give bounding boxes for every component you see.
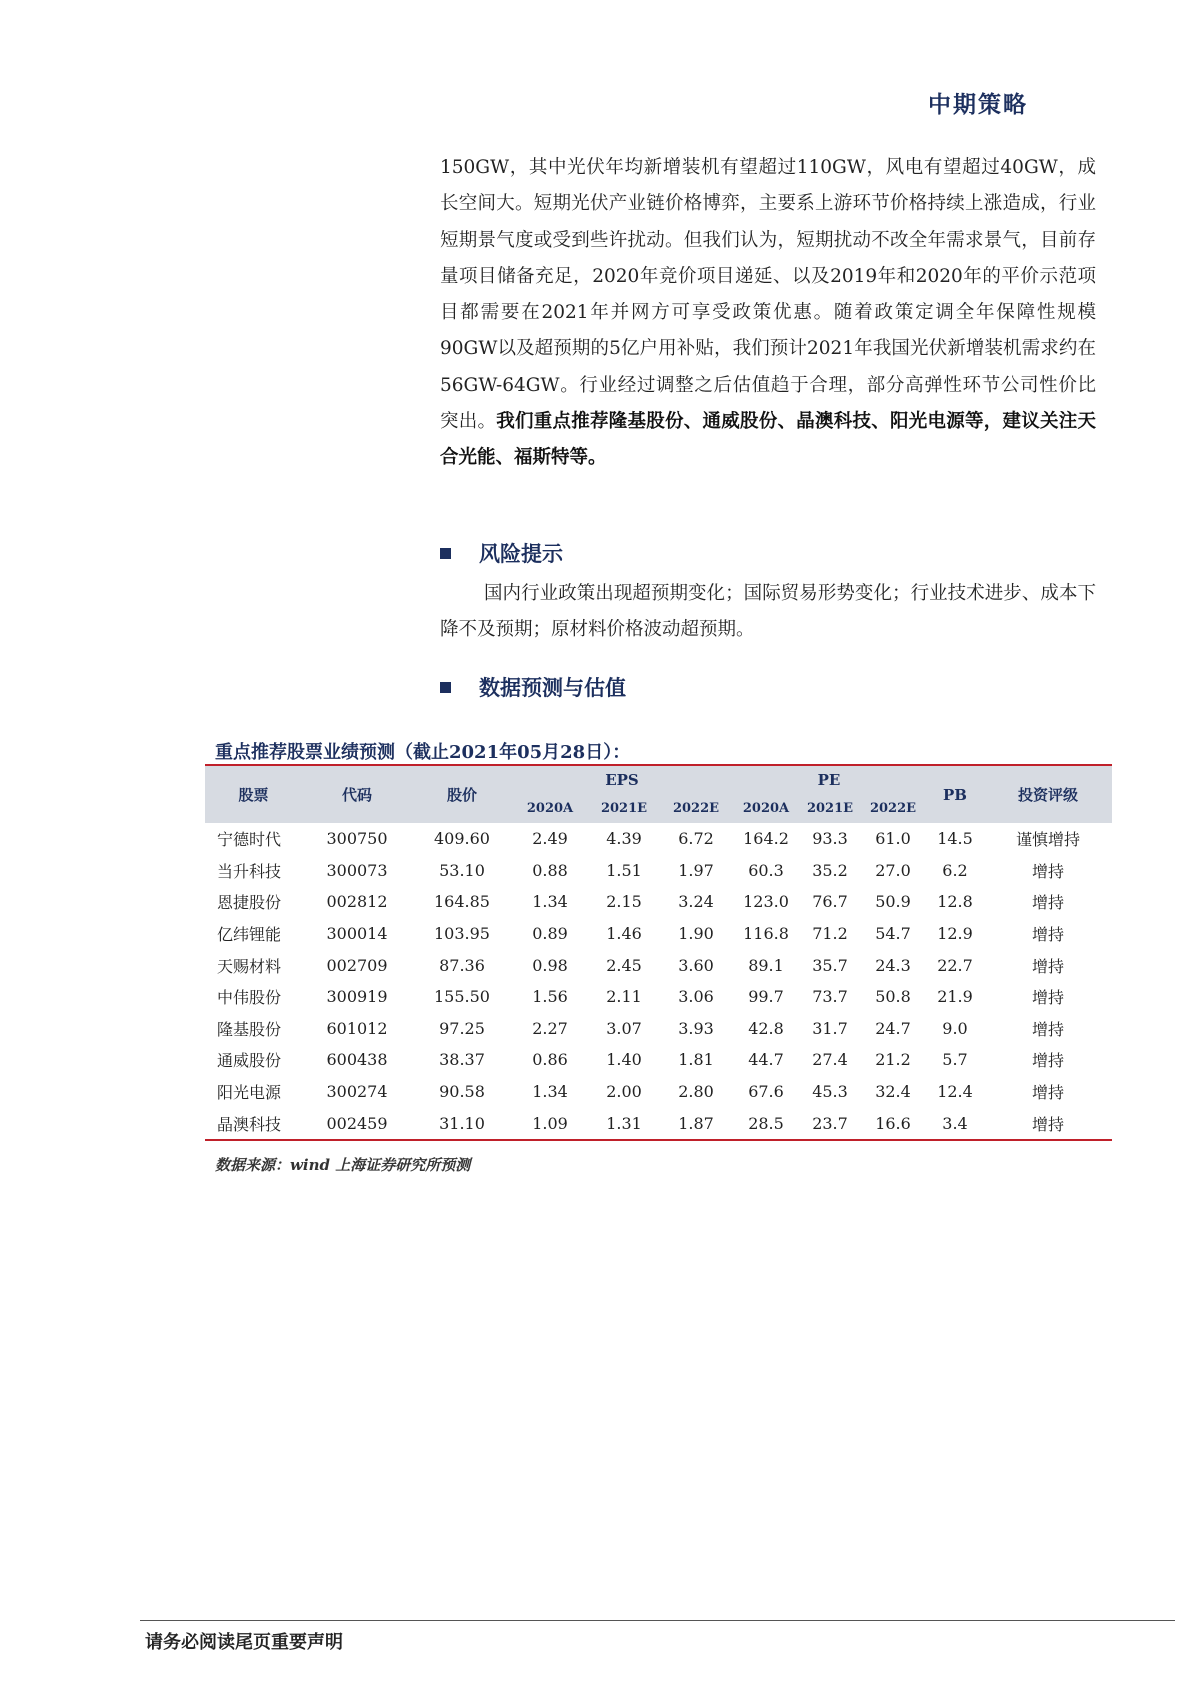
table-row bbox=[205, 1076, 1112, 1108]
footer-divider bbox=[140, 1620, 1175, 1621]
paragraph-recommendation: 我们重点推荐隆基股份、通威股份、晶澳科技、阳光电源等，建议关注天合光能、福斯特等。 bbox=[440, 411, 1096, 469]
cell-code: 600438 bbox=[326, 1050, 388, 1070]
cell-eps-2021e: 1.31 bbox=[588, 1107, 660, 1140]
table-title: 重点推荐股票业绩预测（截止2021年05月28日）： bbox=[215, 742, 631, 763]
header-eps-2021e: 2021E bbox=[588, 793, 660, 823]
cell-eps-2020a: 0.89 bbox=[532, 924, 568, 944]
header-eps: EPS bbox=[512, 765, 732, 793]
square-bullet-icon bbox=[440, 682, 451, 693]
header-rating: 投资评级 bbox=[984, 765, 1112, 823]
cell-eps-2020a: 1.56 bbox=[532, 987, 568, 1007]
table-row bbox=[205, 886, 1112, 918]
cell-code: 300073 bbox=[326, 860, 388, 880]
cell-eps-2021e: 2.11 bbox=[606, 987, 642, 1007]
cell-pe-2020a: 164.2 bbox=[743, 829, 789, 849]
footer-disclaimer: 请务必阅读尾页重要声明 bbox=[145, 1632, 343, 1653]
cell-eps-2021e: 2.45 bbox=[606, 955, 642, 975]
cell-rating: 增持 bbox=[1031, 988, 1064, 1008]
cell-code: 300750 bbox=[326, 829, 388, 849]
cell-eps-2020a: 0.98 bbox=[532, 955, 568, 975]
table-row bbox=[205, 855, 1112, 887]
cell-eps-2022e: 1.90 bbox=[678, 924, 714, 944]
cell-pe-2021e: 76.7 bbox=[812, 892, 848, 912]
cell-rating: 增持 bbox=[1031, 893, 1064, 913]
cell-pe-2020a: 44.7 bbox=[748, 1050, 784, 1070]
cell-eps-2021e: 1.51 bbox=[606, 860, 642, 880]
cell-eps-2022e: 3.60 bbox=[678, 955, 714, 975]
cell-pb: 14.5 bbox=[937, 829, 973, 849]
header-pe-2020a: 2020A bbox=[732, 793, 800, 823]
cell-pb: 6.2 bbox=[942, 860, 968, 880]
cell-eps-2020a: 0.88 bbox=[532, 860, 568, 880]
cell-eps-2020a: 1.09 bbox=[512, 1107, 588, 1140]
cell-pb: 5.7 bbox=[942, 1050, 968, 1070]
cell-pb: 9.0 bbox=[942, 1018, 968, 1038]
table-row bbox=[205, 1013, 1112, 1045]
cell-pe-2020a: 28.5 bbox=[732, 1107, 800, 1140]
header-stock: 股票 bbox=[205, 765, 302, 823]
cell-pe-2022e: 32.4 bbox=[875, 1082, 911, 1102]
cell-pb: 12.9 bbox=[937, 924, 973, 944]
cell-rating: 增持 bbox=[1031, 1051, 1064, 1071]
cell-price: 38.37 bbox=[439, 1050, 485, 1070]
cell-pe-2020a: 89.1 bbox=[748, 955, 784, 975]
cell-pe-2022e: 54.7 bbox=[875, 924, 911, 944]
cell-price: 87.36 bbox=[439, 955, 485, 975]
cell-eps-2022e: 2.80 bbox=[678, 1082, 714, 1102]
cell-pe-2021e: 35.2 bbox=[812, 860, 848, 880]
cell-eps-2020a: 2.27 bbox=[532, 1018, 568, 1038]
cell-eps-2022e: 6.72 bbox=[678, 829, 714, 849]
table-row bbox=[205, 1107, 1112, 1140]
header-title: 中期策略 bbox=[928, 91, 1028, 118]
cell-price: 97.25 bbox=[439, 1018, 485, 1038]
cell-code: 601012 bbox=[326, 1018, 388, 1038]
cell-price: 409.60 bbox=[434, 829, 490, 849]
header-pe: PE bbox=[732, 765, 926, 793]
cell-pe-2022e: 24.3 bbox=[875, 955, 911, 975]
cell-pe-2020a: 99.7 bbox=[748, 987, 784, 1007]
cell-pe-2021e: 31.7 bbox=[812, 1018, 848, 1038]
cell-pe-2022e: 50.9 bbox=[875, 892, 911, 912]
cell-price: 155.50 bbox=[434, 987, 490, 1007]
stock-forecast-table bbox=[205, 764, 1112, 1141]
cell-name: 隆基股份 bbox=[217, 1019, 282, 1039]
cell-pe-2022e: 24.7 bbox=[875, 1018, 911, 1038]
cell-code: 002812 bbox=[326, 892, 388, 912]
cell-code: 300919 bbox=[326, 987, 388, 1007]
cell-pe-2022e: 27.0 bbox=[875, 860, 911, 880]
cell-code: 002459 bbox=[302, 1107, 412, 1140]
forecast-heading-text: 数据预测与估值 bbox=[479, 675, 626, 700]
risk-heading-text: 风险提示 bbox=[479, 541, 563, 566]
cell-eps-2021e: 2.15 bbox=[606, 892, 642, 912]
header-pe-2022e: 2022E bbox=[860, 793, 926, 823]
cell-pe-2020a: 67.6 bbox=[748, 1082, 784, 1102]
cell-eps-2022e: 1.87 bbox=[660, 1107, 732, 1140]
cell-code: 300274 bbox=[326, 1082, 388, 1102]
cell-eps-2020a: 2.49 bbox=[532, 829, 568, 849]
risk-heading bbox=[440, 538, 563, 568]
cell-pe-2020a: 116.8 bbox=[743, 924, 789, 944]
square-bullet-icon bbox=[440, 548, 451, 559]
cell-eps-2021e: 1.40 bbox=[606, 1050, 642, 1070]
cell-pe-2021e: 27.4 bbox=[812, 1050, 848, 1070]
cell-name: 中伟股份 bbox=[217, 988, 282, 1008]
cell-rating: 增持 bbox=[1031, 956, 1064, 976]
forecast-heading bbox=[440, 672, 626, 702]
header-pb: PB bbox=[926, 765, 984, 823]
cell-name: 恩捷股份 bbox=[217, 893, 282, 913]
cell-name: 阳光电源 bbox=[217, 1083, 282, 1103]
cell-pe-2022e: 16.6 bbox=[860, 1107, 926, 1140]
table-row bbox=[205, 1044, 1112, 1076]
cell-eps-2021e: 4.39 bbox=[606, 829, 642, 849]
cell-name: 宁德时代 bbox=[217, 830, 282, 850]
cell-code: 002709 bbox=[326, 955, 388, 975]
header-code: 代码 bbox=[302, 765, 412, 823]
cell-rating: 增持 bbox=[1031, 925, 1064, 945]
cell-price: 90.58 bbox=[439, 1082, 485, 1102]
risk-text: 国内行业政策出现超预期变化；国际贸易形势变化；行业技术进步、成本下降不及预期；原材料价格波动超预期。 bbox=[440, 583, 1096, 640]
cell-name: 亿纬锂能 bbox=[217, 925, 282, 945]
table-row bbox=[205, 918, 1112, 950]
header-eps-2022e: 2022E bbox=[660, 793, 732, 823]
header-pe-2021e: 2021E bbox=[800, 793, 860, 823]
cell-eps-2020a: 1.34 bbox=[532, 1082, 568, 1102]
cell-eps-2022e: 3.06 bbox=[678, 987, 714, 1007]
table-row bbox=[205, 981, 1112, 1013]
cell-pb: 12.8 bbox=[937, 892, 973, 912]
table-row bbox=[205, 823, 1112, 855]
cell-eps-2021e: 2.00 bbox=[606, 1082, 642, 1102]
cell-price: 103.95 bbox=[434, 924, 490, 944]
cell-rating: 增持 bbox=[1031, 1019, 1064, 1039]
body-paragraph bbox=[440, 150, 1096, 477]
cell-name: 通威股份 bbox=[217, 1051, 282, 1071]
cell-name: 晶澳科技 bbox=[205, 1107, 302, 1140]
cell-pe-2020a: 60.3 bbox=[748, 860, 784, 880]
cell-price: 53.10 bbox=[439, 860, 485, 880]
cell-rating: 增持 bbox=[1031, 861, 1064, 881]
cell-pe-2021e: 23.7 bbox=[800, 1107, 860, 1140]
cell-pe-2020a: 123.0 bbox=[743, 892, 789, 912]
table-body bbox=[205, 823, 1112, 1140]
cell-eps-2022e: 1.97 bbox=[678, 860, 714, 880]
table-row bbox=[205, 949, 1112, 981]
cell-pb: 3.4 bbox=[926, 1107, 984, 1140]
cell-pe-2021e: 71.2 bbox=[812, 924, 848, 944]
cell-eps-2021e: 3.07 bbox=[606, 1018, 642, 1038]
cell-name: 当升科技 bbox=[217, 861, 282, 881]
cell-pe-2021e: 45.3 bbox=[812, 1082, 848, 1102]
cell-eps-2022e: 3.24 bbox=[678, 892, 714, 912]
cell-pb: 12.4 bbox=[937, 1082, 973, 1102]
cell-eps-2020a: 1.34 bbox=[532, 892, 568, 912]
cell-pe-2021e: 93.3 bbox=[812, 829, 848, 849]
cell-price: 164.85 bbox=[434, 892, 490, 912]
cell-pe-2021e: 73.7 bbox=[812, 987, 848, 1007]
cell-pe-2022e: 50.8 bbox=[875, 987, 911, 1007]
header-eps-2020a: 2020A bbox=[512, 793, 588, 823]
cell-pb: 22.7 bbox=[937, 955, 973, 975]
cell-eps-2021e: 1.46 bbox=[606, 924, 642, 944]
cell-pe-2022e: 21.2 bbox=[875, 1050, 911, 1070]
cell-code: 300014 bbox=[326, 924, 388, 944]
cell-price: 31.10 bbox=[412, 1107, 512, 1140]
cell-rating: 谨慎增持 bbox=[1015, 830, 1080, 850]
cell-pe-2020a: 42.8 bbox=[748, 1018, 784, 1038]
cell-eps-2020a: 0.86 bbox=[532, 1050, 568, 1070]
cell-rating: 增持 bbox=[984, 1107, 1112, 1140]
cell-eps-2022e: 3.93 bbox=[678, 1018, 714, 1038]
cell-eps-2022e: 1.81 bbox=[678, 1050, 714, 1070]
data-source: 数据来源：wind 上海证券研究所预测 bbox=[215, 1156, 471, 1174]
cell-name: 天赐材料 bbox=[217, 956, 282, 976]
cell-pe-2021e: 35.7 bbox=[812, 955, 848, 975]
cell-pb: 21.9 bbox=[937, 987, 973, 1007]
cell-rating: 增持 bbox=[1031, 1083, 1064, 1103]
cell-pe-2022e: 61.0 bbox=[875, 829, 911, 849]
header-price: 股价 bbox=[412, 765, 512, 823]
paragraph-text: 150GW，其中光伏年均新增装机有望超过110GW，风电有望超过40GW，成长空间大。短期光伏产业链价格博弈，主要系上游环节价格持续上涨造成，行业短期景气度或受到些许扰动。但我们认为，短期扰动不改全年需求景气，目前存量项目储备充足，2020年竞价项目递延、以及2019年和2020年的平价示范项目都需要在2021年并网方可享受政策优惠。随着政策定调全年保障性规模90GW以及超预期的5亿户用补贴，我们预计2021年我国光伏新增装机需求约在56GW-64GW。行业经过调整之后估值趋于合理，部分高弹性环节公司性价比突出。 bbox=[440, 157, 1096, 433]
